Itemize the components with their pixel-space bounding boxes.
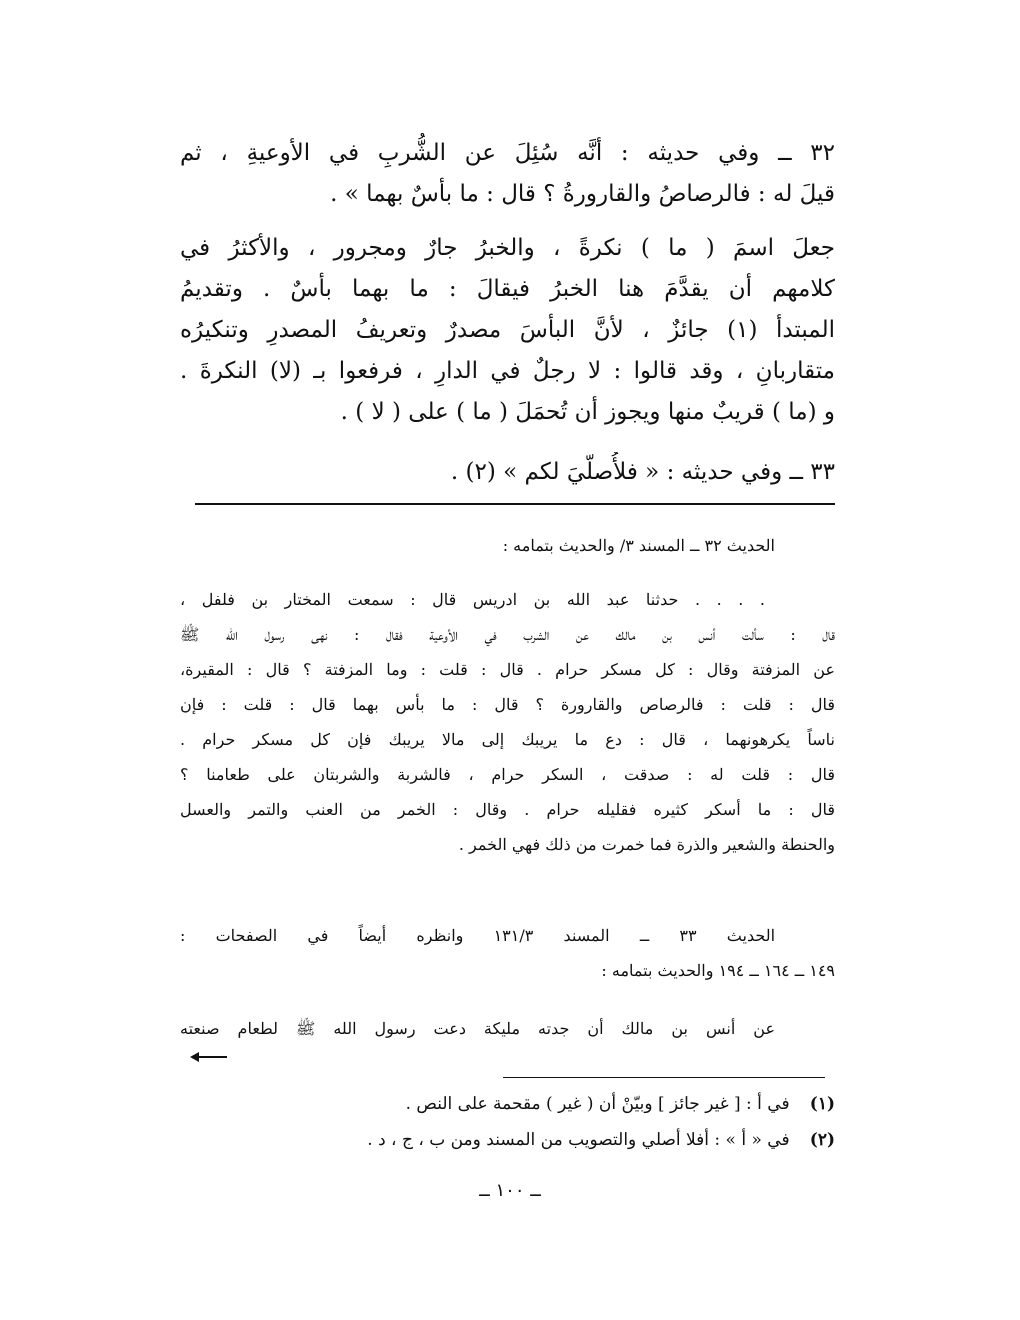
editor-notes [180, 918, 835, 988]
main-line: ٣٢ ــ وفي حديثه : أنَّه سُئِلَ عن الشُّربِ في الأوعيةِ ، ثم [180, 140, 835, 166]
footnote-text: في أ : [ غير جائز ] وبيّنْ أن ( غير ) مقحمة على النص . [405, 1094, 790, 1114]
main-line: قيلَ له : فالرصاصُ والقارورةُ ؟ قال : ما بأسٌ بهما » . [330, 181, 835, 207]
footnote [180, 1122, 835, 1158]
footnote-number: (١) [809, 1094, 835, 1114]
note-line: والحنطة والشعير والذرة فما خمرت من ذلك فهي الخمر . [458, 835, 835, 854]
main-line: كلامهم أن يقدَّمَ هنا الخبرُ فيقالَ : ما بهما بأسٌ . وتقديمُ [180, 276, 835, 302]
note-line: قال : قلت له : صدقت ، السكر حرام ، فالشربة والشربتان على طعامنا ؟ [180, 765, 835, 784]
main-line: ٣٣ ــ وفي حديثه : « فلأُصلّيَ لكم » (٢) . [450, 459, 835, 485]
main-line: متقاربانِ ، وقد قالوا : لا رجلٌ في الدارِ ، فرفعوا بـ (لا) النكرةَ . [180, 358, 835, 384]
editor-notes [180, 528, 835, 563]
footnotes [180, 1086, 835, 1158]
note-heading: الحديث ٣٢ ــ المسند ٣/ والحديث بتمامه : [502, 536, 775, 555]
footnote-divider [503, 1077, 825, 1078]
main-text [180, 133, 835, 215]
note-line: قال : قلت : فالرصاص والقارورة ؟ قال : ما بأس بهما قال : قلت : فإن [180, 695, 835, 714]
note-line: . . . . حدثنا عبد الله بن ادريس قال : سمعت المختار بن فلفل ، [180, 590, 765, 609]
footnote [180, 1086, 835, 1122]
note-line: ناساً يكرهونهما ، قال : دع ما يريبك إلى مالا يريبك فإن كل مسكر حرام . [180, 730, 835, 749]
footnote-number: (٢) [809, 1130, 835, 1150]
note-line: قال : ما أسكر كثيره فقليله حرام . وقال : الخمر من العنب والتمر والعسل [180, 800, 835, 819]
footnote-text: في « أ » : أفلا أصلي والتصويب من المسند ومن ب ، ج ، د . [367, 1130, 790, 1150]
main-line: المبتدأ (١) جائزٌ ، لأنَّ البأسَ مصدرٌ وتعريفُ المصدرِ وتنكيرُه [180, 317, 835, 343]
editor-notes [180, 582, 835, 862]
left-arrow-icon [190, 1051, 228, 1063]
note-line: عن المزفتة وقال : كل مسكر حرام . قال : قلت : وما المزفتة ؟ قال : المقيرة، [180, 660, 835, 679]
main-line: و (ما ) قريبٌ منها ويجوز أن تُحمَلَ ( ما ) على ( لا ) . [340, 399, 835, 425]
main-text [180, 452, 835, 493]
note-line: ١٤٩ ــ ١٦٤ ــ ١٩٤ والحديث بتمامه : [601, 961, 835, 980]
main-text [180, 228, 835, 433]
page-number: ــ ١٠٠ ــ [479, 1180, 541, 1201]
section-divider [195, 503, 835, 505]
main-line: جعلَ اسمَ ( ما ) نكرةً ، والخبرُ جارٌ ومجرور ، والأكثرُ في [180, 235, 835, 261]
note-line: عن أنس بن مالك أن جدته مليكة دعت رسول الله ﷺ لطعام صنعته [180, 1019, 775, 1038]
note-line: الحديث ٣٣ ــ المسند ١٣١/٣ وانظره أيضاً في الصفحات : [180, 926, 776, 945]
editor-notes [180, 1011, 835, 1046]
note-line: قال : سألت أنس بن مالك عن الشرب في الأوعية فقال : نهى رسول الله ﷺ [180, 625, 835, 644]
